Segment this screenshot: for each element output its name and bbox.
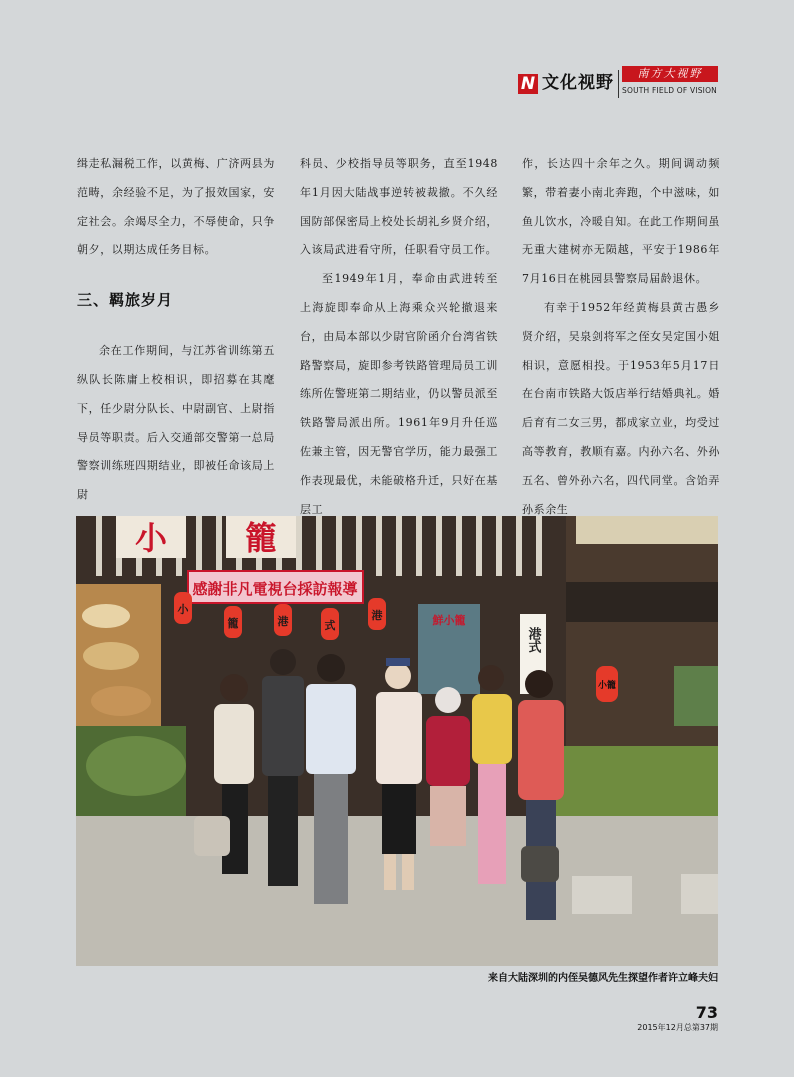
poster-text: 鮮小籠: [432, 614, 466, 627]
section-heading: 三、羁旅岁月: [77, 291, 174, 310]
lantern-char: 港: [371, 609, 383, 622]
text-column-1: [77, 150, 275, 510]
brand-logo-letter: N: [518, 74, 538, 94]
paragraph: 科员、少校指导员等职务，直至1948年1月因大陆战事逆转被裁撤。不久经国防部保密局上校处长胡礼乡贤介绍，入该局武进看守所，任职看守员工作。: [300, 157, 498, 257]
issue-info: 2015年12月总第37期: [637, 1023, 718, 1032]
text-column-2: [300, 150, 498, 524]
text-column-3: [522, 150, 720, 524]
sign-char-2: 籠: [244, 519, 278, 557]
paragraph: 至1949年1月，奉命由武进转至上海旋即奉命从上海乘众兴轮撤退来台，由局本部以少尉官阶函介台湾省铁路警察局，旋即参考铁路管理局员工训练所佐警班第二期结业，仍以警员派至铁路警局派出所。1961年9月升任巡佐兼主管，因无警官学历，能力最强工作表现最优，未能破格升迁，只好在基层工: [300, 272, 498, 516]
vertical-sign-text: 港式: [525, 627, 541, 653]
paragraph: 有幸于1952年经黄梅县黄古愚乡贤介绍，吴泉剑将军之侄女吴定国小姐相识，意愿相投。于1953年5月17日在台南市铁路大饭店举行结婚典礼。婚后育有二女三男，都成家立业，均受过高等教育，教顺有嘉。内孙六名、外孙五名、曾外孙六名，四代同堂。含饴弄孙系余生: [522, 300, 720, 516]
photo-illustration: [76, 516, 718, 966]
banner-text: 感謝非凡電視台採訪報導: [192, 580, 358, 598]
group-photo: [76, 516, 718, 966]
magazine-english-name: SOUTH FIELD OF VISION: [622, 86, 717, 95]
lantern-char: 式: [324, 619, 336, 632]
paragraph: 缉走私漏税工作，以黄梅、广济两县为范畴，余经验不足，为了报效国家，安定社会。余竭尽全力，不辱使命，只争朝夕，以期达成任务目标。: [77, 157, 275, 257]
lantern-char: 籠: [227, 617, 239, 630]
right-lantern-text: 小籠: [597, 681, 617, 691]
lantern-char: 港: [277, 615, 289, 628]
sign-char-1: 小: [134, 519, 168, 557]
photo-caption: 来自大陆深圳的内侄吴德风先生探望作者许立峰夫妇: [488, 973, 718, 984]
paragraph: 余在工作期间，与江苏省训练第五纵队长陈庸上校相识，即招募在其麾下，任少尉分队长、中尉副官、上尉指导员等职责。后入交通部交警第一总局警察训练班四期结业，即被任命该局上尉: [77, 344, 275, 502]
magazine-name: 南方大视野: [622, 66, 718, 82]
lantern-char: 小: [177, 603, 189, 616]
brand-divider: [618, 70, 619, 98]
paragraph: 作，长达四十余年之久。期间调动频繁，带着妻小南北奔跑，个中滋味，如鱼儿饮水，冷暖自知。在此工作期间虽无重大建树亦无陨越，平安于1986年7月16日在桃园县警察局届龄退休。: [522, 157, 720, 286]
page-number: 73: [695, 1003, 718, 1022]
section-title: 文化视野: [542, 73, 614, 93]
magazine-brand: [518, 66, 718, 100]
